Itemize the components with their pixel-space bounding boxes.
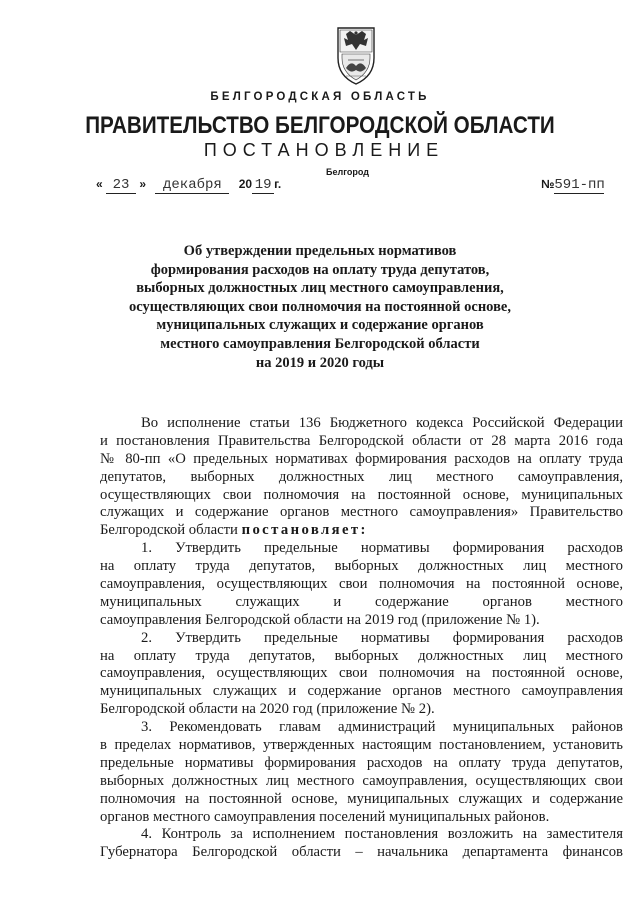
item-line: самоуправления, осуществляющих свои полномочия на постоянной основе,	[100, 665, 623, 682]
number-value: 591-пп	[554, 177, 605, 193]
preamble-line: осуществляющих свои полномочия на постоянной основе, муниципальных	[100, 486, 623, 503]
item-line: 3. Рекомендовать главам администраций муниципальных районов	[141, 719, 623, 736]
number-prefix: №	[541, 177, 555, 191]
preamble-line: Во исполнение статьи 136 Бюджетного кодекса Российской Федерации	[141, 415, 623, 431]
item-line: муниципальных служащих и содержание органов местного самоуправления	[100, 683, 623, 700]
title-line: местного самоуправления Белгородской области	[160, 335, 480, 352]
title-line: выборных должностных лиц местного самоуправления,	[136, 280, 504, 297]
preamble-final-line	[100, 522, 623, 540]
paragraph-item-4	[100, 826, 623, 862]
date-day: 23	[106, 177, 136, 194]
preamble-line: депутатов, выборных должностных лиц местного самоуправления,	[100, 468, 623, 485]
title-line: формирования расходов на оплату труда депутатов,	[150, 261, 490, 278]
resolves-word: постановляет:	[241, 522, 368, 539]
item-line: предельные нормативы формирования расходов на оплату труда депутатов,	[100, 754, 623, 771]
document-title	[100, 242, 540, 372]
item-line: на оплату труда депутатов, выборных должностных лиц местного	[100, 558, 623, 575]
item-line: выборных должностных лиц местного самоуправления, осуществляющих свои	[100, 772, 623, 789]
date-month: декабря	[155, 177, 229, 194]
title-line: осуществляющих свои полномочия на постоянной основе,	[129, 298, 511, 315]
item-line: самоуправления Белгородской области на 2019 год (приложение № 1).	[100, 611, 540, 628]
coat-of-arms-emblem	[334, 24, 378, 88]
item-line: Белгородской области на 2020 год (приложение № 2).	[100, 701, 435, 718]
date-year-marker: г.	[274, 177, 282, 191]
date-year-prefix: 20	[238, 177, 253, 191]
item-line: 1. Утвердить предельные нормативы формирования расходов	[141, 540, 623, 557]
item-line: 2. Утвердить предельные нормативы формирования расходов	[141, 629, 623, 646]
item-line: органов местного самоуправления поселений муниципальных районов.	[100, 808, 550, 825]
item-line: на оплату труда депутатов, выборных должностных лиц местного	[100, 647, 623, 664]
region-heading: БЕЛГОРОДСКАЯ ОБЛАСТЬ	[210, 91, 430, 103]
document-body	[100, 415, 623, 862]
date-close-quote: »	[139, 177, 147, 191]
item-line: муниципальных служащих и содержание органов местного	[100, 593, 623, 610]
date-year-suffix: 19	[252, 177, 274, 194]
government-heading: ПРАВИТЕЛЬСТВО БЕЛГОРОДСКОЙ ОБЛАСТИ	[85, 112, 555, 139]
title-line: на 2019 и 2020 годы	[255, 354, 385, 371]
city-label: Белгород	[326, 167, 369, 177]
item-line: в пределах нормативов, утвержденных настоящим постановлением, установить	[100, 737, 623, 754]
item-line: самоуправления, осуществляющих свои полномочия на постоянной основе,	[100, 576, 623, 593]
item-line: Губернатора Белгородской области – начальника департамента финансов	[100, 844, 623, 861]
preamble-line-text: Белгородской области	[100, 522, 238, 539]
title-line: Об утверждении предельных нормативов	[183, 243, 457, 259]
paragraph-item-1	[100, 540, 623, 629]
document-number	[541, 177, 604, 194]
preamble-line: служащих и содержание органов местного самоуправления» Правительство	[100, 504, 623, 521]
item-line: 4. Контроль за исполнением постановления возложить на заместителя	[141, 826, 623, 843]
title-line: муниципальных служащих и содержание органов	[156, 317, 484, 334]
preamble-paragraph	[100, 415, 623, 540]
item-line: полномочия на постоянной основе, муниципальных служащих и содержание	[100, 790, 623, 807]
preamble-line: № 80-пп «О предельных нормативах формирования расходов на оплату труда	[100, 450, 623, 467]
date-open-quote: «	[96, 177, 103, 191]
preamble-line: и постановления Правительства Белгородской области от 28 марта 2016 года	[100, 432, 623, 449]
paragraph-item-2	[100, 630, 623, 719]
document-date	[96, 177, 281, 194]
paragraph-item-3	[100, 719, 623, 826]
document-type-heading: ПОСТАНОВЛЕНИЕ	[203, 140, 445, 160]
